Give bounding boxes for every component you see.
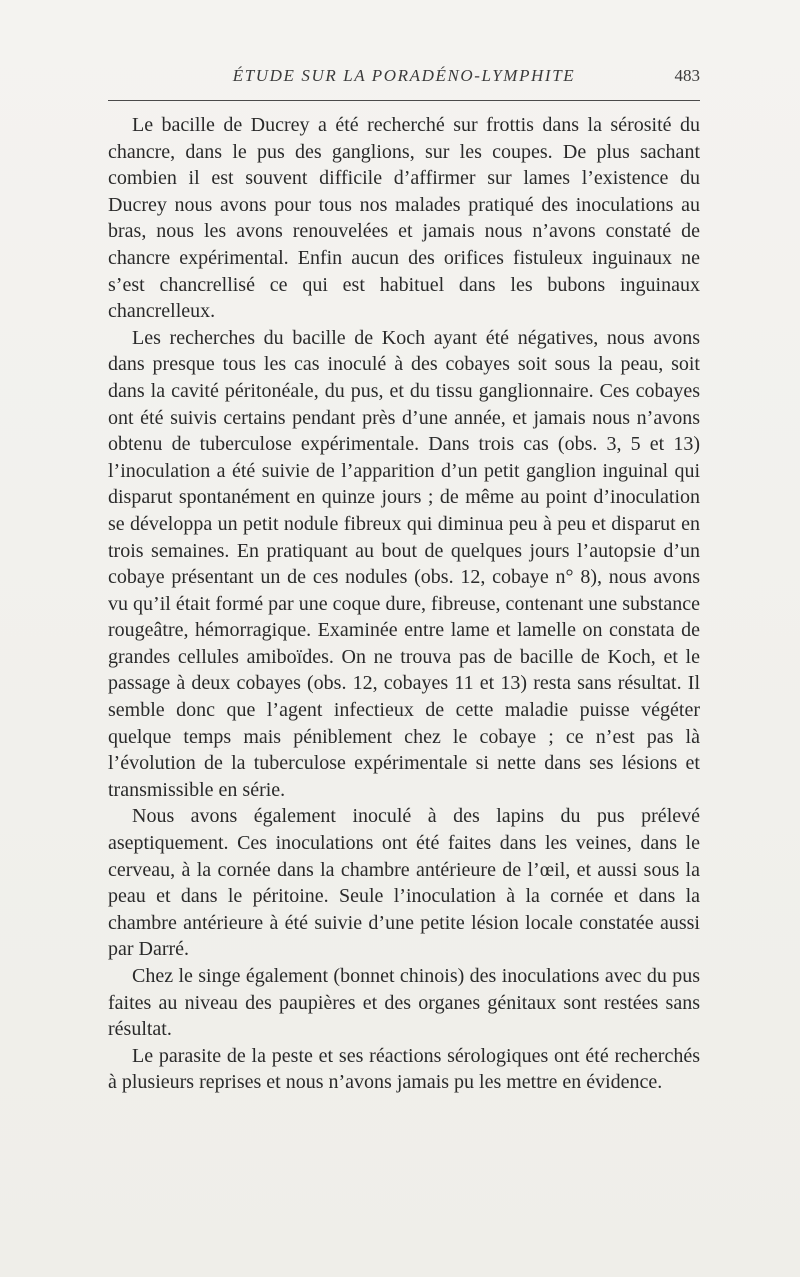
running-title: ÉTUDE SUR LA PORADÉNO-LYMPHITE	[232, 66, 576, 85]
body-text	[108, 112, 700, 1096]
page-number: 483	[674, 66, 700, 85]
header-rule	[108, 100, 700, 101]
paragraph-koch: Les recherches du bacille de Koch ayant été négatives, nous avons dans presque tous les cas inoculé à des cobayes soit sous la peau, soit dans la cavité péritonéale, du pus, et du tissu ganglionnaire. Ces cobayes ont été suivis certains pendant près d’une année, et jamais nous n’avons obtenu de tuberculose expérimentale. Dans trois cas (obs. 3, 5 et 13) l’inoculation a été suivie de l’apparition d’un petit ganglion inguinal qui disparut spontanément en quinze jours ; de même au point d’inoculation se développa un petit nodule fibreux qui diminua peu à peu et disparut en trois semaines. En pratiquant au bout de quelques jours l’autopsie d’un cobaye présentant un de ces nodules (obs. 12, cobaye n° 8), nous avons vu qu’il était formé par une coque dure, fibreuse, contenant une substance rougeâtre, hémorragique. Examinée entre lame et lamelle on constata de grandes cellules amiboïdes. On ne trouva pas de bacille de Koch, et le passage à deux cobayes (obs. 12, cobayes 11 et 13) resta sans résultat. Il semble donc que l’agent infectieux de cette maladie puisse végéter quelque temps mais péniblement chez le cobaye ; ce n’est pas là l’évolution de la tuberculose expérimentale si nette dans ses lésions et transmissible en série.	[108, 326, 700, 801]
paragraph-singe: Chez le singe également (bonnet chinois) des inoculations avec du pus faites au niveau des paupières et des organes génitaux sont restées sans résultat.	[108, 965, 700, 1041]
paragraph-ducrey: Le bacille de Ducrey a été recherché sur frottis dans la sérosité du chancre, dans le pus des ganglions, sur les coupes. De plus sachant combien il est souvent difficile d’affirmer sur lames l’existence du Ducrey nous avons pour tous nos malades pratiqué des inoculations au bras, nous les avons renouvelées et jamais nous n’avons constaté de chancre expérimental. Enfin aucun des orifices fistuleux inguinaux ne s’est chancrellisé ce qui est habituel dans les bubons inguinaux chancrelleux.	[108, 114, 700, 323]
paragraph-peste: Le parasite de la peste et ses réactions sérologiques ont été recherchés à plusieurs reprises et nous n’avons jamais pu les mettre en évidence.	[108, 1044, 700, 1094]
running-head	[108, 66, 700, 92]
paragraph-lapins: Nous avons également inoculé à des lapins du pus prélevé aseptiquement. Ces inoculations ont été faites dans les veines, dans le cerveau, à la cornée dans la chambre antérieure de l’œil, et aussi sous la peau et dans le péritoine. Seule l’inoculation à la cornée et dans la chambre antérieure à été suivie d’une petite lésion locale constatée aussi par Darré.	[108, 805, 700, 961]
